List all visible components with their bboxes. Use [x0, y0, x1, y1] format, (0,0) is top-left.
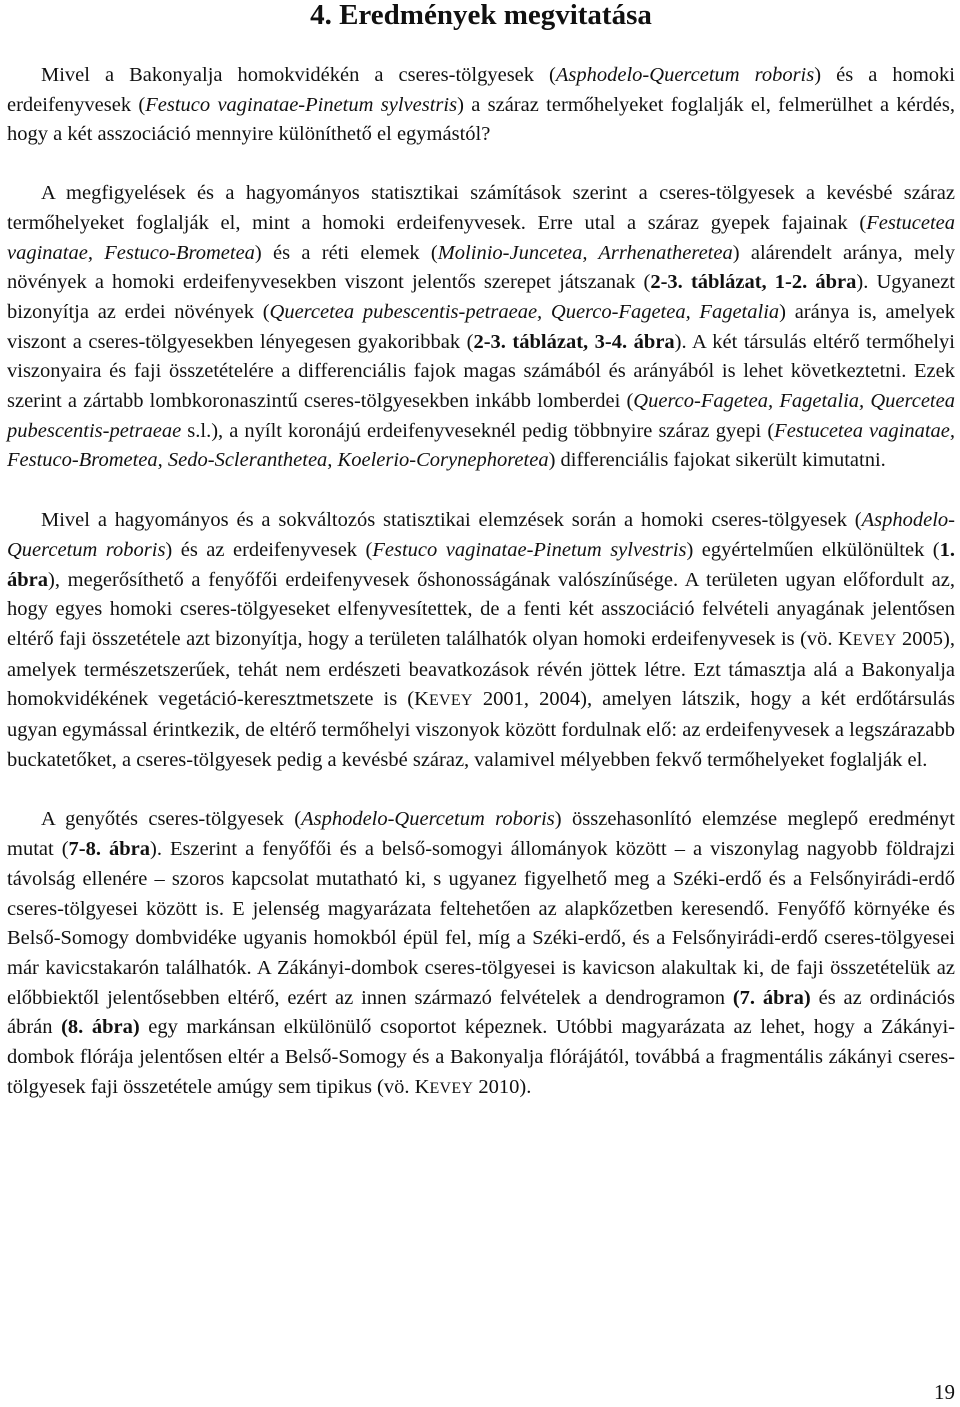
text-run: A genyőtés cseres-tölgyesek ( — [41, 808, 302, 831]
text-run: s.l.), a nyílt koronájú erdeifenyveseknél pedig többnyire száraz gyepi ( — [181, 419, 775, 442]
figure-reference: 2-3. táblázat, 1-2. ábra — [650, 271, 857, 294]
figure-reference: 1. ábra — [7, 538, 956, 591]
italic-term: Festuco vaginatae-Pinetum sylvestris — [145, 93, 458, 116]
text-run: ) összehasonlító elemzése meglepő eredményt mutat ( — [7, 808, 956, 861]
text-run: 2005), amelyek természetszerűek, tehát nem erdészeti beavatkozások révén jöttek létre. Ezt támasztja alá a Bakonyalja homokvidékének vegetáció-keresztmetszete is (K — [7, 627, 956, 711]
text-run: ) aránya is, amelyek viszont a cseres-tölgyesekben lényegesen gyakoribbak ( — [7, 300, 955, 353]
text-run: ). A két társulás eltérő termőhelyi viszonyaira és faji összetételére a differenciális fajok magas számából és arányából is lehet következtetni. Ezek szerint a zártabb lombkoronaszintű cseres-tölgyesekben inkább lomberdei ( — [7, 330, 955, 413]
paragraph-2 — [7, 179, 955, 476]
figure-reference: 2-3. táblázat, 3-4. ábra — [473, 330, 675, 353]
paragraph-4 — [7, 805, 955, 1103]
text-run: 2010). — [473, 1075, 532, 1098]
text-run: Mivel a Bakonyalja homokvidékén a cseres-tölgyesek ( — [41, 64, 556, 86]
text-run: ) a száraz termőhelyeket foglalják el, felmerülhet a kérdés, hogy a két asszociáció mennyire különíthető el egymástól? — [7, 93, 956, 146]
author-name-smallcaps: EVEY — [429, 1079, 474, 1097]
page-number: 19 — [934, 1380, 955, 1404]
figure-reference: (8. ábra) — [61, 1016, 140, 1039]
text-run: A megfigyelések és a hagyományos statisztikai számítások szerint a cseres-tölgyesek a kevésbé száraz termőhelyeket foglalják el, mint a homoki erdeifenyvesek. Erre utal a száraz gyepek fajainak ( — [7, 182, 955, 234]
figure-reference: (7. ábra) — [732, 986, 811, 1009]
italic-term: Molinio-Juncetea, Arrhenatheretea — [437, 241, 733, 264]
text-run: és az ordinációs ábrán — [7, 986, 956, 1039]
italic-term: Asphodelo-Quercetum roboris — [301, 808, 555, 831]
text-run: ) és a homoki erdeifenyvesek ( — [7, 64, 955, 116]
italic-term: Asphodelo-Quercetum roboris — [7, 509, 955, 561]
italic-term: Quercetea pubescentis-petraeae, Querco-Fagetea, Fagetalia — [269, 300, 780, 323]
italic-term: Festucetea vaginatae, Festuco-Brometea, Sedo-Scleranthetea, Koelerio-Corynephoretea — [7, 419, 955, 472]
document-page — [7, 0, 955, 1407]
text-run: ). Eszerint a fenyőfői és a belső-somogyi állományok között – a viszonylag nagyobb földrajzi távolság ellenére – szoros kapcsolat mutatható ki, s ugyanez figyelhető meg a Széki-erdő és a Felsőnyirádi-erdő cseres-tölgyesei között is. E jelenség magyarázata feltehetően az alapkőzetben keresendő. Fenyőfő környéke és Belső-Somogy dombvidéke ugyanis homokból épül fel, míg a Széki-erdő, és a Felsőnyirádi-erdő cseres-tölgyesei már kavicstakarón találhatók. A Zákányi-dombok cseres-tölgyesei is kavicson alakultak ki, de faji összetételük az előbbiektől jelentősebben eltérő, ezért az innen származó felvételek a dendrogramon — [7, 838, 955, 1009]
figure-reference: 7-8. ábra — [68, 838, 150, 861]
author-name-smallcaps: EVEY — [852, 631, 897, 649]
text-run: ), megerősíthető a fenyőfői erdeifenyvesek őshonosságának valószínűsége. A területen ugyan előfordult az, hogy egyes homoki cseres-tölgyeseket elfenyvesítettek, de a fenti két asszociáció felvételi anyagának jelentősen eltérő faji összetétele azt bizonyítja, hogy a területen találhatók olyan homoki erdeifenyvesek is (vö. K — [7, 568, 955, 650]
text-run: 2001, 2004), amelyen látszik, hogy a két erdőtársulás ugyan egymással érintkezik, de eltérő termőhelyi viszonyok között fordulnak elő: az erdeifenyvesek a legszárazabb buckatetőket, a cseres-tölgyesek pedig a kevésbé száraz, valamivel mélyebben fekvő termőhelyeket foglalják el. — [7, 688, 955, 771]
italic-term: Asphodelo-Quercetum roboris — [555, 64, 815, 86]
section-heading: 4. Eredmények megvitatása — [310, 0, 652, 31]
text-run: ). Ugyanezt bizonyítja az erdei növények ( — [7, 271, 956, 323]
paragraph-1 — [7, 61, 955, 150]
text-run: ) differenciális fajokat sikerült kimutatni. — [548, 449, 886, 472]
text-run: ) egyértelműen elkülönültek ( — [686, 538, 940, 561]
text-run: ) és az erdeifenyvesek ( — [165, 538, 373, 561]
text-run: ) és a réti elemek ( — [254, 241, 438, 264]
text-run: Mivel a hagyományos és a sokváltozós statisztikai elemzések során a homoki cseres-tölgyesek ( — [41, 509, 862, 532]
author-name-smallcaps: EVEY — [428, 692, 473, 710]
italic-term: Querco-Fagetea, Fagetalia, Quercetea pubescentis-petraeae — [7, 390, 955, 442]
text-run: egy markánsan elkülönülő csoportot képeznek. Utóbbi magyarázata az lehet, hogy a Zákányi-dombok flórája jelentősen eltér a Belső-Somogy és a Bakonyalja flórájától, továbbá a fragmentális zákányi cseres-tölgyesek faji összetétele amúgy sem tipikus (vö. K — [7, 1016, 956, 1098]
italic-term: Festuco vaginatae-Pinetum sylvestris — [372, 538, 687, 561]
text-run: ) alárendelt aránya, mely növények a homoki erdeifenyvesekben viszont jelentős szerepet játszanak ( — [7, 241, 955, 294]
italic-term: Festucetea vaginatae, Festuco-Brometea — [7, 211, 955, 264]
paragraph-3 — [7, 506, 955, 775]
